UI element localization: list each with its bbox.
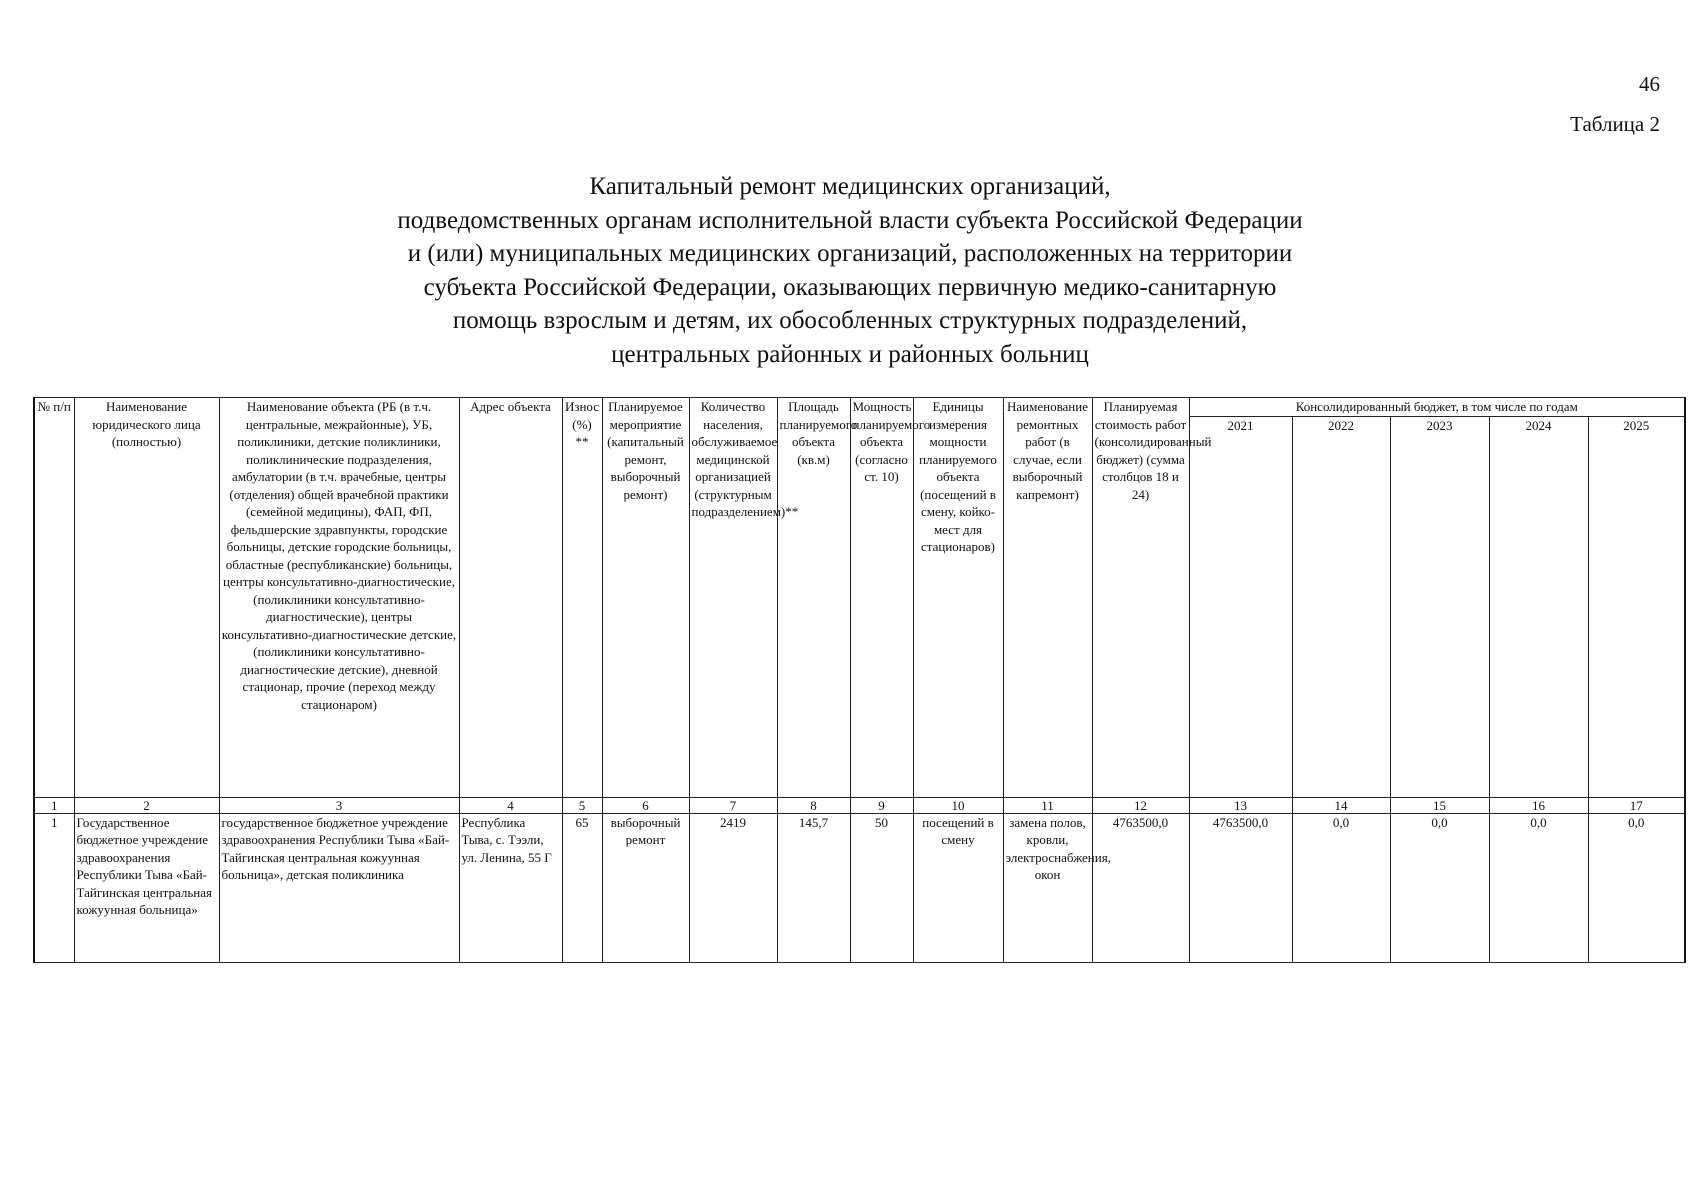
column-number-cell: 7 (689, 797, 777, 813)
cell-entity: Государственное бюджетное учреждение здравоохранения Республики Тыва «Бай-Тайгинская центральная кожуунная больница» (74, 813, 219, 962)
cell-number: 1 (34, 813, 74, 962)
column-number-cell: 10 (913, 797, 1003, 813)
header-cell-year: 2024 (1489, 416, 1588, 797)
cell-capacity-unit: посещений в смену (913, 813, 1003, 962)
column-number-row (34, 797, 1685, 813)
cell-capacity: 50 (850, 813, 913, 962)
cell-wear: 65 (562, 813, 602, 962)
column-number-cell: 8 (777, 797, 850, 813)
cell-year-2022: 0,0 (1292, 813, 1390, 962)
cell-area: 145,7 (777, 813, 850, 962)
title-line: субъекта Российской Федерации, оказывающих первичную медико-санитарную (423, 273, 1277, 301)
column-number-cell: 14 (1292, 797, 1390, 813)
column-number-cell: 12 (1092, 797, 1189, 813)
column-number-cell: 16 (1489, 797, 1588, 813)
header-row (34, 398, 1685, 417)
header-cell-area: Площадь планируемого объекта (кв.м) (777, 398, 850, 798)
column-number-cell: 17 (1588, 797, 1685, 813)
document-title (300, 170, 1400, 371)
header-cell-object: Наименование объекта (РБ (в т.ч. центральные, межрайонные), УБ, поликлиники, детские поликлиники, поликлинические подразделения, амбулатории (в т.ч. врачебные, центры (отделения) общей врачебной практики (семейной медицины), ФАП, ФП, фельдшерские здравпункты, городские больницы, детские городские больницы, областные (республиканские) больницы, центры консультативно-диагностические, (поликлиники консультативно-диагностические), центры консультативно-диагностические детские, (поликлиники консультативно-диагностические детские), дневной стационар, прочие (переход между стационаром) (219, 398, 459, 798)
cell-year-2021: 4763500,0 (1189, 813, 1292, 962)
title-line: центральных районных и районных больниц (611, 340, 1089, 368)
cell-activity: выборочный ремонт (602, 813, 689, 962)
column-number-cell: 3 (219, 797, 459, 813)
column-number-cell: 15 (1390, 797, 1489, 813)
table-row (34, 813, 1685, 962)
cell-cost: 4763500,0 (1092, 813, 1189, 962)
header-cell-address: Адрес объекта (459, 398, 562, 798)
header-cell-wear: Износ (%) ** (562, 398, 602, 798)
cell-object: государственное бюджетное учреждение здравоохранения Республики Тыва «Бай-Тайгинская центральная кожуунная больница», детская поликлиника (219, 813, 459, 962)
header-cell-entity: Наименование юридического лица (полностью) (74, 398, 219, 798)
column-number-cell: 6 (602, 797, 689, 813)
header-cell-year: 2022 (1292, 416, 1390, 797)
header-cell-cost: Планируемая стоимость работ (консолидированный бюджет) (сумма столбцов 18 и 24) (1092, 398, 1189, 798)
header-cell-number: № п/п (34, 398, 74, 798)
header-cell-activity: Планируемое мероприятие (капитальный ремонт, выборочный ремонт) (602, 398, 689, 798)
header-cell-capacity: Мощность планируемого объекта (согласно ст. 10) (850, 398, 913, 798)
header-cell-year: 2023 (1390, 416, 1489, 797)
column-number-cell: 11 (1003, 797, 1092, 813)
column-number-cell: 9 (850, 797, 913, 813)
page-number: 46 (1639, 72, 1660, 96)
column-number-cell: 13 (1189, 797, 1292, 813)
header-cell-capacity-unit: Единицы измерения мощности планируемого объекта (посещений в смену, койко-мест для стационаров) (913, 398, 1003, 798)
cell-year-2023: 0,0 (1390, 813, 1489, 962)
table-label: Таблица 2 (1570, 112, 1660, 136)
header-cell-works: Наименование ремонтных работ (в случае, если выборочный капремонт) (1003, 398, 1092, 798)
cell-year-2025: 0,0 (1588, 813, 1685, 962)
header-cell-year: 2025 (1588, 416, 1685, 797)
header-cell-year: 2021 (1189, 416, 1292, 797)
column-number-cell: 4 (459, 797, 562, 813)
column-number-cell: 5 (562, 797, 602, 813)
column-number-cell: 2 (74, 797, 219, 813)
header-cell-population: Количество населения, обслуживаемое медицинской организацией (структурным подразделением)** (689, 398, 777, 798)
column-number-cell: 1 (34, 797, 74, 813)
title-line: помощь взрослым и детям, их обособленных структурных подразделений, (452, 307, 1248, 334)
title-line: и (или) муниципальных медицинских организаций, расположенных на территории (407, 240, 1293, 267)
cell-year-2024: 0,0 (1489, 813, 1588, 962)
cell-population: 2419 (689, 813, 777, 962)
cell-address: Республика Тыва, с. Тээли, ул. Ленина, 55 Г (459, 813, 562, 962)
title-line: Капитальный ремонт медицинских организаций, (589, 173, 1111, 200)
capital-repair-table (33, 397, 1686, 963)
cell-works: замена полов, кровли, электроснабжения, окон (1003, 813, 1092, 962)
title-line: подведомственных органам исполнительной власти субъекта Российской Федерации (397, 206, 1303, 234)
header-cell-budget-group: Консолидированный бюджет, в том числе по годам (1189, 398, 1685, 417)
